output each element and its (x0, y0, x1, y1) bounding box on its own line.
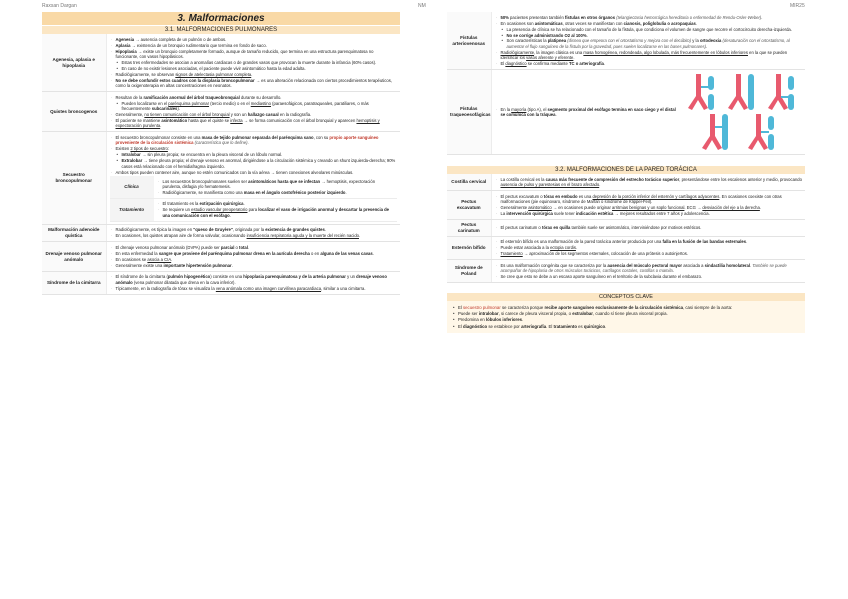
left-page (42, 12, 400, 295)
list-item: • No se corrige administrando O2 al 100%. (495, 33, 803, 38)
list-item: · Se cree que esto se debe a un escaso aporte sanguíneo en el territorio de la subclavia durante el embarazo. (495, 274, 803, 279)
list-item: · En ocasiones son asintomáticas, otras veces se manifiestan con cianosis, poliglobulia o acropaquias. (495, 21, 803, 26)
list-item: · Puede estar asociada a la ectopia cordis. (495, 245, 803, 250)
list-item: · Resultan de la ramificación anormal del árbol traqueobronquial durante su desarrollo. (110, 95, 398, 100)
key-concepts-list (452, 305, 800, 330)
key-concept-item: • El secuestro pulmonar se caracteriza porque recibe aporte sanguíneo exclusivamente de la circulación sistémica, casi siempre de la aorta: (452, 305, 800, 311)
row-content (491, 236, 805, 260)
list-item: · El pectus carinatum o tórax en quilla también suele ser asintomático, interviniéndose por motivos estéticos. (495, 225, 803, 230)
list-item: · El drenaje venoso pulmonar anómalo (DVPA) puede ser parcial o total. (110, 245, 398, 250)
table-row (447, 236, 805, 260)
bullet-list (110, 274, 398, 291)
section-title-pared-toracica: 3.2. MALFORMACIONES DE LA PARED TORÁCICA (447, 166, 805, 174)
list-item: • Pueden localizarse en el parénquima pulmonar (tercio medio) o en el mediastino (paraesofágicos, paratraqueales, paratiliares, o más frecuentemente subcarinales). (110, 101, 398, 112)
list-item: · Hipoplasia → existe un bronquio completamente formado, aunque de tamaño reducido, que termina en una estructura parenquimatosa no funcionante, con vasos hipoplásicos. (110, 49, 398, 60)
row-content (491, 191, 805, 220)
key-concept-item: • Puede ser intralobar, si carece de pleura visceral propia, o extralobar, cuando sí tiene pleura visceral propia. (452, 311, 800, 317)
subtable-content (154, 176, 398, 198)
bullet-list (110, 227, 398, 238)
row-content (491, 174, 805, 190)
list-item: · En la mayoría (tipo A), el segmento proximal del esófago termina en saco ciego y el distal se comunica con la tráquea. (495, 107, 679, 118)
subtable-label: Clínica (110, 176, 154, 198)
list-item: · Generalmente, no tienen comunicación con el árbol bronquial y son un hallazgo casual en la radiografía. (110, 112, 398, 117)
list-item: · Generalmente asintomático → en ocasiones puede originar arritmias benignas y un soplo funcional. ECG → desviación del eje a la derecha. (495, 205, 803, 210)
key-concepts-title: CONCEPTOS CLAVE (447, 293, 805, 301)
row-content (106, 132, 400, 224)
table-row (42, 34, 400, 92)
table-row (42, 271, 400, 294)
list-item: · El paciente se mantiene asintomático hasta que el quiste se infecta → se forma comunicación con el árbol bronquial y aparecen hemoptisis y expectoración purulenta. (110, 118, 398, 129)
list-item: · En ocasiones se asocia a CIA. (110, 257, 398, 262)
list-item: · No se debe confundir estos cuadros con la displasia broncopulmonar → es una alteración relacionada con ciertos procedimientos terapéuticos, como la oxigenoterapia en altas concentraciones en neonatos. (110, 78, 398, 89)
bullet-list (157, 201, 395, 218)
row-label: Esternón bífido (447, 236, 491, 260)
list-item: · Agenesia → ausencia completa de un pulmón o de ambos. (110, 37, 398, 42)
table-row (447, 191, 805, 220)
list-item: • En caso de no existir lesiones asociadas, el paciente puede vivir asintomático hasta la edad adulta. (110, 66, 398, 71)
list-item: · Ambos tipos pueden contener aire, aunque no estén comunicados con la vía aérea → tienen conexiones alveolares minúsculas. (110, 170, 398, 175)
row-content (106, 242, 400, 271)
list-item: · Radiológicamente, se manifiesta como una masa en el ángulo costofrénico posterior izquierdo. (157, 190, 395, 195)
row-label: Drenaje venoso pulmonar anómalo (42, 242, 106, 271)
key-concepts-box (447, 293, 805, 333)
row-content (491, 12, 805, 70)
fistula-type-drawing (768, 74, 794, 110)
list-item: · Generalmente existe una importante hipertensión pulmonar. (110, 263, 398, 268)
header-author: Raxsan Dargan (42, 3, 77, 9)
chapter-title: 3. Malformaciones (42, 12, 400, 25)
bullet-list (495, 177, 803, 188)
key-concept-item: • El diagnóstico se establece por arteriografía. El tratamiento es quirúrgico. (452, 324, 800, 330)
bullet-list (495, 225, 803, 230)
fistula-type-drawing (702, 114, 728, 150)
row-content (491, 70, 805, 155)
table-row (447, 70, 805, 155)
row-content (106, 34, 400, 92)
bullet-list (110, 95, 398, 129)
subtable-row (110, 176, 398, 198)
list-item: • La presencia de clínica se ha relacionado con el tamaño de la fístula, que condiciona el volumen de sangre que recorre el cortocircuito derecha-izquierda. (495, 27, 803, 32)
pulmonary-malformations-table-continued (447, 12, 805, 155)
bullet-list (110, 37, 398, 89)
table-row (447, 219, 805, 236)
row-content (491, 260, 805, 283)
table-row (42, 92, 400, 132)
list-item: · El síndrome de la cimitarra (pulmón hipogenético) consiste en una hipoplasia parenquimatosa y de la arteria pulmonar y un drenaje venoso anómalo (vena pulmonar dilatada que drena en la cava inferior). (110, 274, 398, 285)
subtable-content (154, 198, 398, 221)
table-row (447, 12, 805, 70)
list-item: • Estas tres enfermedades se asocian a anomalías cardiacas o de grandes vasos que provocan la muerte durante la infancia (60% casos). (110, 60, 398, 65)
list-item: · Aplasia → existencia de un bronquio rudimentario que termina en fondo de saco. (110, 43, 398, 48)
table-row (447, 174, 805, 190)
list-item: · Es una malformación congénita que se caracteriza por la ausencia del músculo pectoral mayor asociada a sindactilia homolateral. También se puede acompañar de hipoplasia de otros músculos torácicos, cartílagos costales, costillas o mamila. (495, 263, 803, 274)
row-label: Fístulas traqueoesofágicas (447, 70, 491, 155)
table-row (447, 260, 805, 283)
row-label: Agenesia, aplasia e hipoplasia (42, 34, 106, 92)
row-label: Pectus excavatum (447, 191, 491, 220)
list-item: · 50% pacientes presentan también fístulas en otros órganos (telangiectasia hemorrágica hereditaria o enfermedad de Rendu-Osler-Weber). (495, 15, 803, 20)
row-content (106, 224, 400, 242)
list-item: · Radiológicamente, la imagen clásica es una masa homogénea, redondeada, algo lobulada, más frecuentemente en lóbulos inferiores en la que se pueden identificar los vasos aferente y eferente. (495, 50, 803, 61)
list-item: · El diagnóstico se confirma mediante TC o arteriografía. (495, 61, 803, 66)
fistula-type-drawing (688, 74, 714, 110)
list-item: · Típicamente, en la radiografía de tórax se visualiza la vena anómala como una imagen curvilínea paracardiaca, similar a una cimitarra. (110, 286, 398, 291)
header-code: MIR25 (790, 3, 805, 9)
row-label: Síndrome de Poland (447, 260, 491, 283)
header-center: NM (418, 3, 426, 9)
table-row (42, 242, 400, 271)
row-content (106, 271, 400, 294)
bullet-list (495, 15, 803, 67)
list-item: · El esternón bífido es una malformación de la pared torácica anterior producida por una falla en la fusión de las bandas esternales. (495, 239, 803, 244)
bullet-list (495, 194, 803, 217)
list-item: • Extralobar → tiene pleura propia; el drenaje venoso es anormal, dirigiéndose a la circulación sistémica y creando un shunt izquierda-derecha; 90% casos está relacionado con el hemidiafragma izquierdo. (110, 158, 398, 169)
list-item: · Se requiere un estudio vascular preoperatorio para localizar el vaso de irrigación anormal y descartar la presencia de una comunicación con el esófago. (157, 207, 395, 218)
row-label: Síndrome de la cimitarra (42, 271, 106, 294)
row-label: Pectus carinatum (447, 219, 491, 236)
list-item: · El tratamiento es la extirpación quirúrgica. (157, 201, 395, 206)
row-label: Costilla cervical (447, 174, 491, 190)
list-item: • Son características la platipnea (disnea que empeora con el ortostatismo y mejora con el decúbito) y la ortodeoxia (desaturación con el ortostatismo, al aumentar el flujo sanguíneo de la fístula por la gravedad, pues suelen localizarse en las bases pulmonares). (495, 38, 803, 49)
list-item: · Tratamiento → aproximación de los segmentos esternales, colocación de una prótesis o autoinjertos. (495, 251, 803, 256)
list-item: · El pectus excavatum o tórax en embudo es una depresión de la porción inferior del esternón y cartílagos adyacentes. En ocasiones coexiste con otras malformaciones (pie equinovaro, síndrome de Marfan o síndrome de Klippel-Feil). (495, 194, 803, 205)
row-content (106, 92, 400, 132)
list-item: · El secuestro broncopulmonar consiste en una masa de tejido pulmonar separada del parénquima sano, con su propio aporte sanguíneo proveniente de la circulación sistémica (característica que lo define). (110, 135, 398, 146)
chest-wall-malformations-table (447, 174, 805, 283)
list-item: · Radiológicamente, se observan signos de atelectasia pulmonar completa. (110, 72, 398, 77)
list-item: · La costilla cervical es la causa más frecuente de compresión del estrecho torácico superior, presentándose entre los escalenos anterior y medio, provocando ausencia de pulso y parestesias en el brazo afectado. (495, 177, 803, 188)
fistula-type-drawing (748, 114, 774, 150)
table-row (42, 132, 400, 224)
bullet-list (495, 239, 803, 256)
pulmonary-malformations-table (42, 34, 400, 295)
row-label: Fístulas arteriovenosas (447, 12, 491, 70)
list-item: · En esta enfermedad la sangre que proviene del parénquima pulmonar drena en la aurícula derecha o en alguna de las venas cavas. (110, 251, 398, 256)
list-item: · Los secuestros broncopulmonares suelen ser asintomáticos hasta que se infectan → hemoptisis, expectoración purulenta, disfagia y/o hematemesis. (157, 179, 395, 190)
bullet-list (495, 263, 803, 280)
subtable-row (110, 198, 398, 221)
bullet-list (110, 245, 398, 268)
bullet-list (157, 179, 395, 196)
key-concept-item: • Predomina en lóbulos inferiores. (452, 317, 800, 323)
right-page (447, 12, 805, 333)
list-item: · Radiológicamente, es típica la imagen en "queso de Gruyère", originada por la existencia de grandes quistes. (110, 227, 398, 232)
list-item: · La intervención quirúrgica suele tener indicación estética → mejores resultados entre 7 años y adolescencia. (495, 211, 803, 216)
fistula-type-drawing (728, 74, 754, 110)
row-label: Quistes broncogenos (42, 92, 106, 132)
bullet-list (495, 107, 679, 118)
list-item: · Existen 2 tipos de secuestro: (110, 146, 398, 151)
row-label: Secuestro broncopulmonar (42, 132, 106, 224)
subtable-label: Tratamiento (110, 198, 154, 221)
list-item: • Intralobar → sin pleura propia; se encuentra en la pleura visceral de un lóbulo normal. (110, 152, 398, 157)
tracheoesophageal-fistula-figure (682, 72, 802, 152)
row-content (491, 219, 805, 236)
subtable (110, 176, 398, 222)
list-item: · En ocasiones, los quistes atrapan aire de forma valvular, ocasionando insuficiencia respiratoria aguda y la muerte del recién nacido. (110, 233, 398, 238)
table-row (42, 224, 400, 242)
row-label: Malformación adenoide quística (42, 224, 106, 242)
bullet-list (110, 135, 398, 175)
section-title-pulmonares: 3.1. MALFORMACIONES PULMONARES (42, 26, 400, 34)
